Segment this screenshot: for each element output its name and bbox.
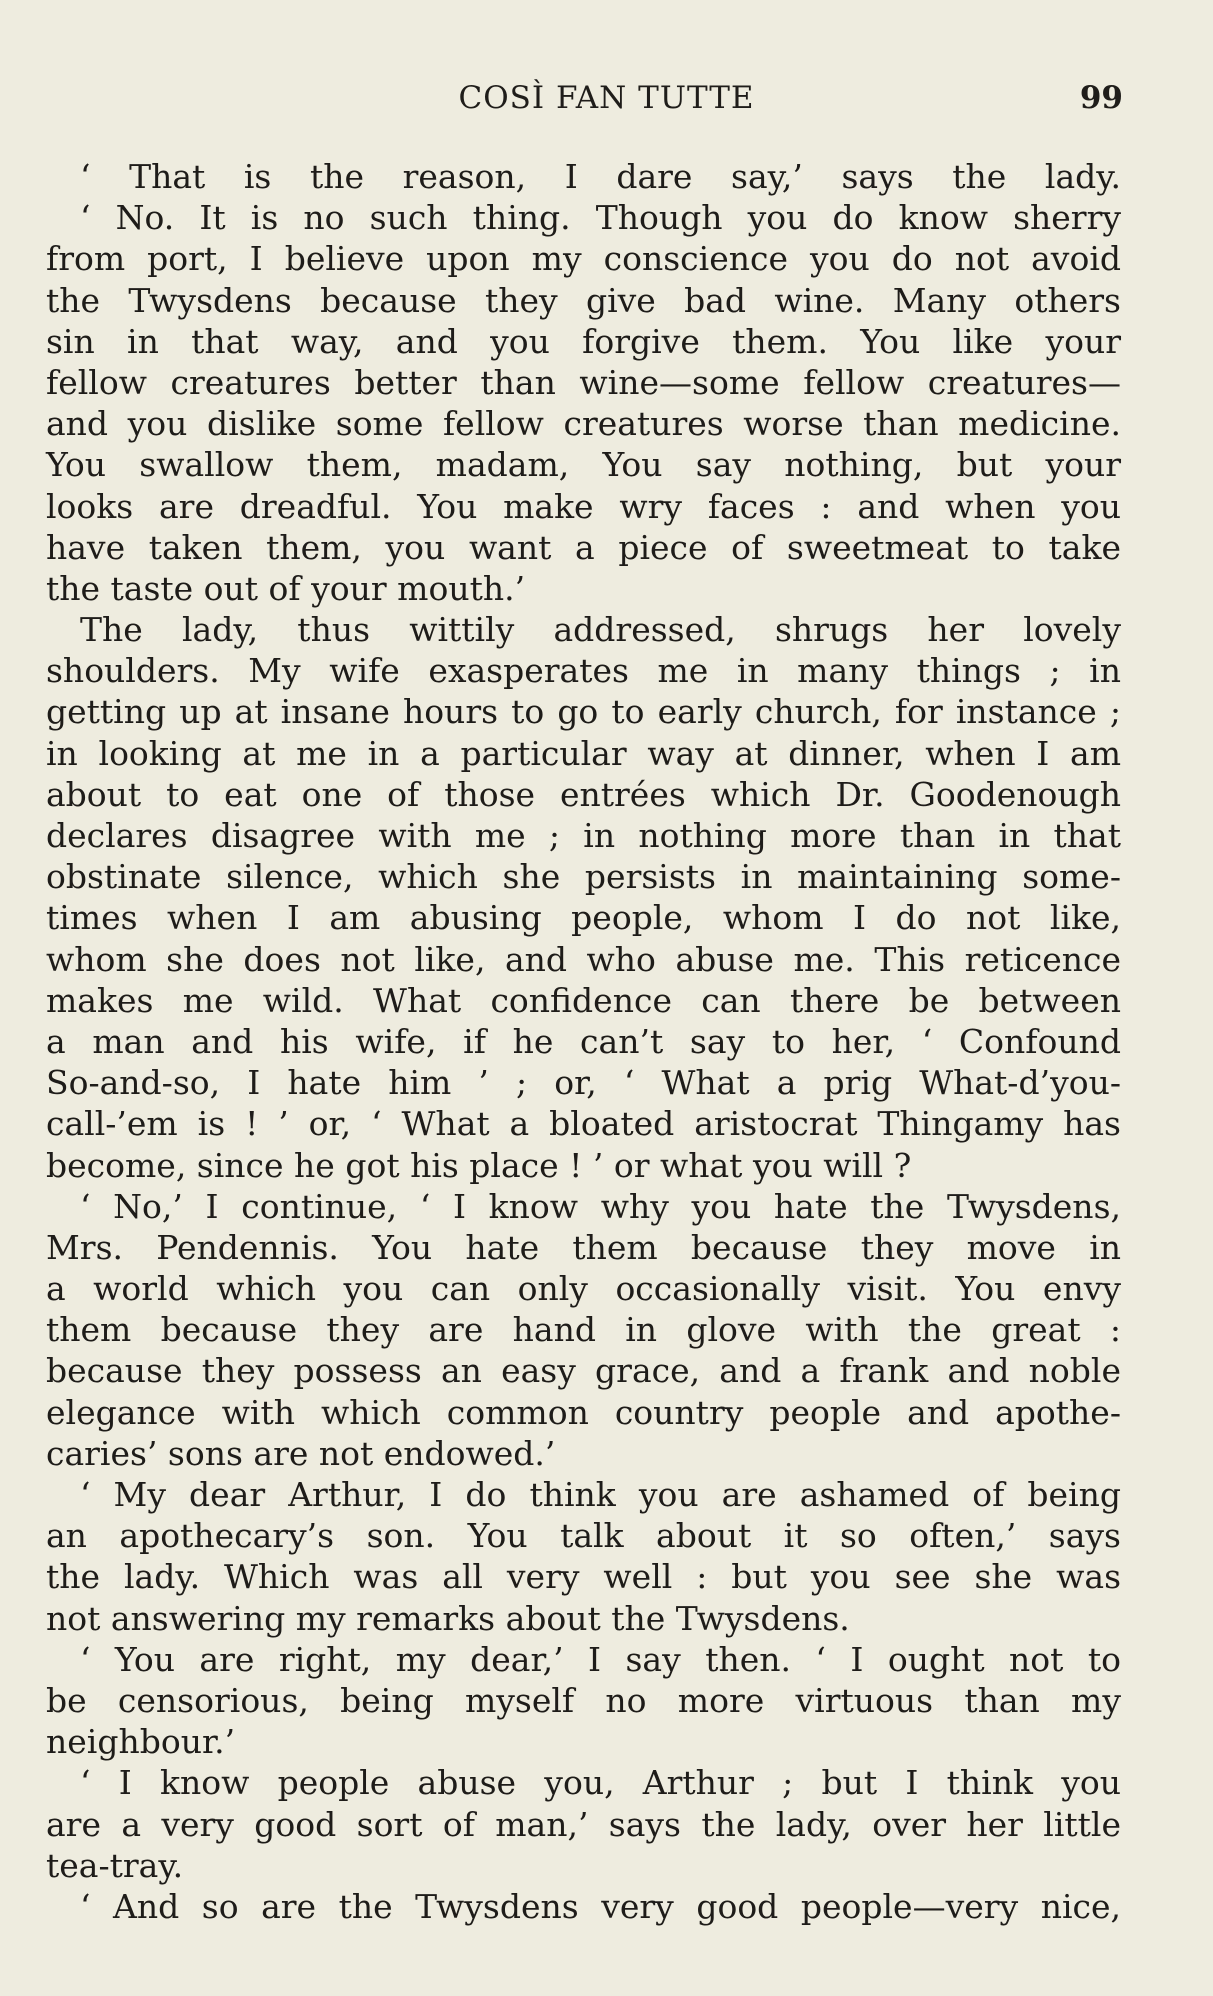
text-line: obstinate silence, which she persists in maintaining some- <box>46 857 1121 897</box>
text-line: caries’ sons are not endowed.’ <box>46 1433 556 1473</box>
text-line: The lady, thus wittily addressed, shrugs her lovely <box>80 610 1121 650</box>
text-line: ‘ No. It is no such thing. Though you do know sherry <box>80 198 1121 238</box>
text-line: them because they are hand in glove with the great : <box>46 1310 1121 1350</box>
text-line: in looking at me in a particular way at dinner, when I am <box>46 733 1121 773</box>
text-line: getting up at insane hours to go to early church, for instance ; <box>46 692 1121 732</box>
text-line: the taste out of your mouth.’ <box>46 568 526 608</box>
text-line: times when I am abusing people, whom I do not like, <box>46 898 1121 938</box>
text-line: fellow creatures better than wine—some fellow creatures— <box>46 362 1121 402</box>
text-line: declares disagree with me ; in nothing more than in that <box>46 816 1121 855</box>
text-line: ‘ No,’ I continue, ‘ I know why you hate the Twysdens, <box>80 1186 1121 1226</box>
text-line: ‘ That is the reason, I dare say,’ says the lady. <box>80 157 1121 196</box>
text-line: the Twysdens because they give bad wine. Many others <box>46 280 1121 320</box>
text-line: makes me wild. What confidence can there be between <box>46 980 1121 1020</box>
text-line: ‘ You are right, my dear,’ I say then. ‘ I ought not to <box>80 1639 1121 1679</box>
text-line: a world which you can only occasionally visit. You envy <box>46 1269 1121 1309</box>
text-line: be censorious, being myself no more virtuous than my <box>46 1680 1121 1720</box>
text-line: ‘ My dear Arthur, I do think you are ashamed of being <box>80 1475 1121 1514</box>
text-line: tea-tray. <box>46 1845 184 1885</box>
text-line: elegance with which common country people and apothe- <box>46 1392 1121 1432</box>
text-line: are a very good sort of man,’ says the lady, over her little <box>46 1804 1121 1844</box>
running-title: COSÌ FAN TUTTE <box>458 80 755 116</box>
text-line: sin in that way, and you forgive them. You like your <box>46 321 1121 361</box>
text-line: looks are dreadful. You make wry faces : and when you <box>46 486 1121 526</box>
text-line: neighbour.’ <box>46 1722 236 1762</box>
text-line: ‘ And so are the Twysdens very good people—very nice, <box>80 1886 1121 1926</box>
text-line: whom she does not like, and who abuse me. This reticence <box>46 939 1121 979</box>
text-line: have taken them, you want a piece of sweetmeat to take <box>46 527 1121 567</box>
page-number: 99 <box>1079 80 1123 116</box>
text-line: a man and his wife, if he can’t say to her, ‘ Confound <box>46 1021 1121 1061</box>
page-header <box>0 80 1213 124</box>
text-line: ‘ I know people abuse you, Arthur ; but I think you <box>80 1763 1121 1803</box>
text-line: because they possess an easy grace, and a frank and noble <box>46 1351 1121 1391</box>
text-line: shoulders. My wife exasperates me in many things ; in <box>46 651 1121 691</box>
text-line: about to eat one of those entrées which Dr. Goodenough <box>46 774 1121 814</box>
text-line: become, since he got his place ! ’ or what you will ? <box>46 1145 912 1185</box>
text-line: You swallow them, madam, You say nothing, but your <box>46 445 1121 485</box>
text-line: an apothecary’s son. You talk about it so often,’ says <box>46 1516 1121 1556</box>
text-line: So-and-so, I hate him ’ ; or, ‘ What a prig What-d’you- <box>46 1063 1121 1103</box>
text-line: Mrs. Pendennis. You hate them because they move in <box>46 1227 1121 1267</box>
text-line: not answering my remarks about the Twysdens. <box>46 1598 850 1638</box>
text-line: the lady. Which was all very well : but you see she was <box>46 1557 1121 1597</box>
text-line: and you dislike some fellow creatures worse than medicine. <box>46 404 1121 444</box>
text-line: call-’em is ! ’ or, ‘ What a bloated aristocrat Thingamy has <box>46 1104 1121 1144</box>
text-line: from port, I believe upon my conscience you do not avoid <box>46 239 1121 279</box>
body-text <box>46 156 1121 1927</box>
